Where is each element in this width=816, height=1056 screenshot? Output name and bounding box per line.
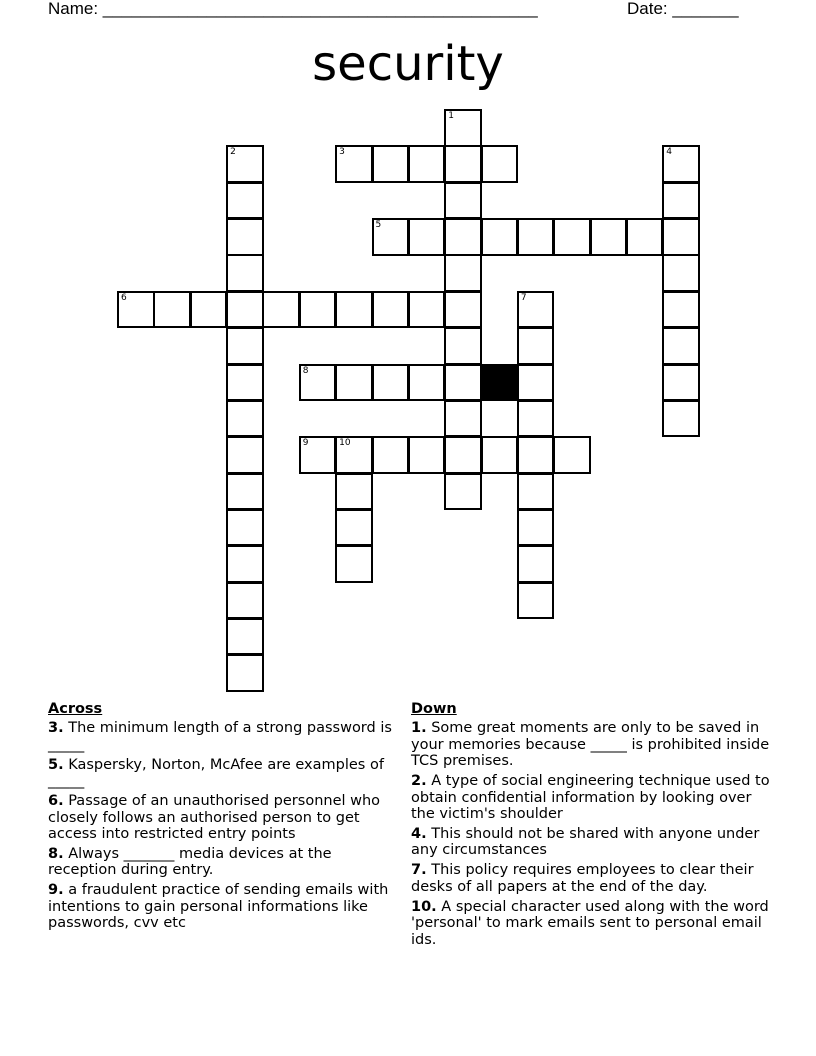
clue-number-label: 4	[666, 147, 673, 158]
grid-cell[interactable]	[662, 218, 700, 256]
name-field-line: Name: ______________________________________________	[48, 0, 538, 18]
grid-cell[interactable]	[226, 182, 264, 220]
clue-number: 9.	[48, 882, 64, 899]
clue-number: 4.	[411, 826, 427, 843]
grid-cell[interactable]	[517, 291, 555, 329]
grid-cell[interactable]	[662, 400, 700, 438]
across-clue	[48, 757, 393, 790]
grid-cell[interactable]	[372, 436, 410, 474]
clue-number-label: 2	[230, 147, 236, 158]
grid-cell[interactable]	[299, 436, 337, 474]
grid-cell[interactable]	[662, 327, 700, 365]
grid-cell[interactable]	[226, 327, 264, 365]
grid-cell[interactable]	[335, 291, 373, 329]
grid-cell[interactable]	[117, 291, 155, 329]
grid-cell[interactable]	[335, 145, 373, 183]
grid-cell[interactable]	[153, 291, 191, 329]
grid-cell[interactable]	[662, 145, 700, 183]
grid-cell[interactable]	[408, 436, 446, 474]
down-clue	[411, 862, 771, 895]
grid-cell[interactable]	[517, 436, 555, 474]
grid-cell[interactable]	[226, 364, 264, 402]
grid-cell[interactable]	[481, 218, 519, 256]
grid-cell[interactable]	[299, 291, 337, 329]
grid-cell[interactable]	[662, 364, 700, 402]
down-clue	[411, 899, 771, 948]
grid-cell[interactable]	[517, 364, 555, 402]
grid-cell[interactable]	[517, 545, 555, 583]
clue-number: 1.	[411, 720, 427, 737]
grid-cell[interactable]	[226, 582, 264, 620]
clue-text: A type of social engineering technique used to obtain confidential information by looking over the victim's shoulder	[411, 773, 770, 823]
down-clues	[411, 701, 771, 952]
grid-cell[interactable]	[408, 145, 446, 183]
grid-cell[interactable]	[444, 145, 482, 183]
across-clue	[48, 720, 393, 753]
grid-cell[interactable]	[372, 145, 410, 183]
grid-cell[interactable]	[444, 473, 482, 511]
grid-cell[interactable]	[444, 364, 482, 402]
clue-text: The minimum length of a strong password is _____	[48, 720, 392, 753]
clue-number-label: 8	[302, 365, 309, 376]
clue-number: 3.	[48, 720, 64, 737]
grid-cell[interactable]	[335, 364, 373, 402]
grid-cell[interactable]	[226, 473, 264, 511]
clue-text: This policy requires employees to clear their desks of all papers at the end of the day.	[411, 862, 754, 895]
grid-cell[interactable]	[335, 509, 373, 547]
grid-cell[interactable]	[372, 218, 410, 256]
grid-cell[interactable]	[226, 145, 264, 183]
clue-number: 8.	[48, 846, 64, 863]
clue-number-label: 6	[121, 292, 127, 303]
grid-cell[interactable]	[553, 218, 591, 256]
grid-cell[interactable]	[517, 509, 555, 547]
grid-cell[interactable]	[662, 291, 700, 329]
grid-cell[interactable]	[517, 218, 555, 256]
grid-cell[interactable]	[226, 654, 264, 692]
clue-text: Kaspersky, Norton, McAfee are examples of _____	[48, 756, 384, 790]
grid-cell[interactable]	[444, 400, 482, 438]
grid-cell[interactable]	[299, 364, 337, 402]
clue-number: 5.	[48, 756, 64, 773]
down-clue	[411, 826, 771, 859]
grid-cell[interactable]	[444, 254, 482, 292]
across-heading: Across	[48, 701, 103, 717]
grid-cell[interactable]	[226, 254, 264, 292]
clue-number: 6.	[48, 793, 64, 810]
clue-number: 7.	[411, 862, 427, 879]
grid-cell[interactable]	[372, 364, 410, 402]
puzzle-title: security	[312, 36, 504, 92]
grid-cell[interactable]	[481, 436, 519, 474]
across-clue	[48, 793, 393, 842]
grid-cell[interactable]	[408, 291, 446, 329]
grid-cell[interactable]	[190, 291, 228, 329]
clue-text: This should not be shared with anyone under any circumstances	[411, 826, 760, 859]
grid-cell[interactable]	[408, 218, 446, 256]
grid-cell[interactable]	[226, 291, 264, 329]
grid-cell[interactable]	[517, 473, 555, 511]
grid-cell[interactable]	[372, 291, 410, 329]
across-clue	[48, 882, 393, 931]
grid-cell[interactable]	[517, 327, 555, 365]
grid-cell[interactable]	[444, 327, 482, 365]
grid-cell[interactable]	[226, 545, 264, 583]
grid-cell[interactable]	[335, 545, 373, 583]
grid-cell[interactable]	[662, 182, 700, 220]
grid-cell[interactable]	[517, 582, 555, 620]
clue-number-label: 3	[339, 147, 345, 158]
grid-cell[interactable]	[408, 364, 446, 402]
grid-cell[interactable]	[590, 218, 628, 256]
grid-cell[interactable]	[226, 218, 264, 256]
down-clue	[411, 773, 771, 822]
clue-text: Passage of an unauthorised personnel who closely follows an authorised person to get access into restricted entry points	[48, 793, 381, 843]
grid-cell[interactable]	[226, 436, 264, 474]
clue-text: Some great moments are only to be saved in your memories because _____ is prohibited inside TCS premises.	[411, 720, 770, 770]
grid-cell[interactable]	[262, 291, 300, 329]
grid-cell[interactable]	[335, 436, 373, 474]
date-field-line: Date: _______	[627, 0, 739, 18]
clue-number: 10.	[411, 898, 437, 915]
grid-cell[interactable]	[662, 254, 700, 292]
grid-cell[interactable]	[553, 436, 591, 474]
grid-cell[interactable]	[226, 400, 264, 438]
grid-cell[interactable]	[444, 436, 482, 474]
down-heading: Down	[411, 701, 457, 717]
grid-cell[interactable]	[444, 291, 482, 329]
down-clue	[411, 720, 771, 769]
grid-cell[interactable]	[626, 218, 664, 256]
clue-text: Always _______ media devices at the reception during entry.	[48, 846, 332, 879]
grid-cell[interactable]	[226, 509, 264, 547]
blocked-cell	[481, 364, 519, 402]
clue-number-label: 7	[520, 292, 527, 303]
clue-number: 2.	[411, 773, 427, 790]
grid-cell[interactable]	[481, 145, 519, 183]
grid-cell[interactable]	[226, 618, 264, 656]
grid-cell[interactable]	[444, 218, 482, 256]
clue-text: a fraudulent practice of sending emails with intentions to gain personal informations like passwords, cvv etc	[48, 882, 389, 932]
across-clues	[48, 701, 393, 935]
clue-text: A special character used along with the word 'personal' to mark emails sent to personal email ids.	[411, 898, 769, 948]
clue-number-label: 1	[448, 111, 454, 121]
grid-cell[interactable]	[444, 109, 482, 147]
clue-number-label: 10	[339, 438, 351, 449]
clue-number-label: 5	[375, 220, 382, 231]
grid-cell[interactable]	[517, 400, 555, 438]
grid-cell[interactable]	[444, 182, 482, 220]
across-clue	[48, 846, 393, 879]
grid-cell[interactable]	[335, 473, 373, 511]
clue-number-label: 9	[302, 438, 309, 449]
